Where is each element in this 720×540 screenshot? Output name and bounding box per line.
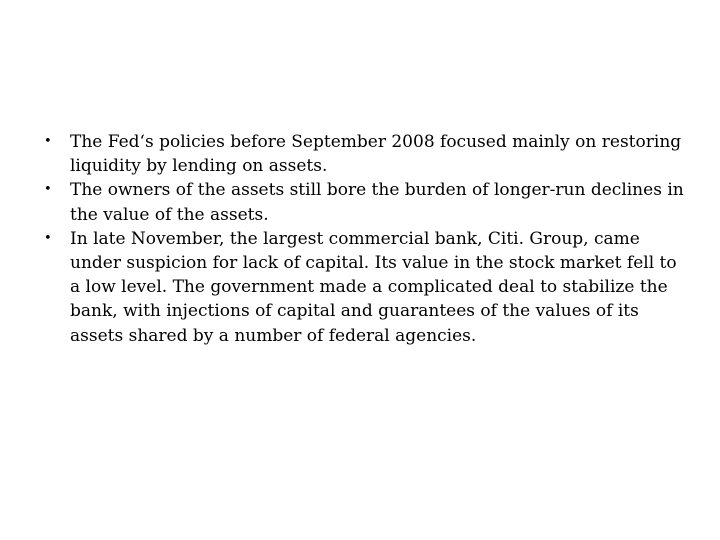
bullet-item-1 bbox=[44, 130, 684, 178]
bullet-list bbox=[44, 130, 684, 348]
bullet-marker: • bbox=[44, 230, 52, 246]
bullet-text: The Fed‘s policies before September 2008 focused mainly on restoring liquidity by lending on assets. bbox=[70, 132, 682, 177]
bullet-marker: • bbox=[44, 134, 52, 149]
bullet-item-2 bbox=[44, 178, 684, 226]
bullet-marker: • bbox=[44, 182, 52, 198]
bullet-text: The owners of the assets still bore the burden of longer-run declines in the value of the assets. bbox=[70, 180, 684, 225]
bullet-text: In late November, the largest commercial bank, Citi. Group, came under suspicion for lack of capital. Its value in the stock market fell to a low level. The government made a complicated deal to stabilize the bank, with injections of capital and guarantees of the values of its assets shared by a number of federal agencies. bbox=[70, 228, 677, 346]
bullet-item-3 bbox=[44, 227, 684, 348]
